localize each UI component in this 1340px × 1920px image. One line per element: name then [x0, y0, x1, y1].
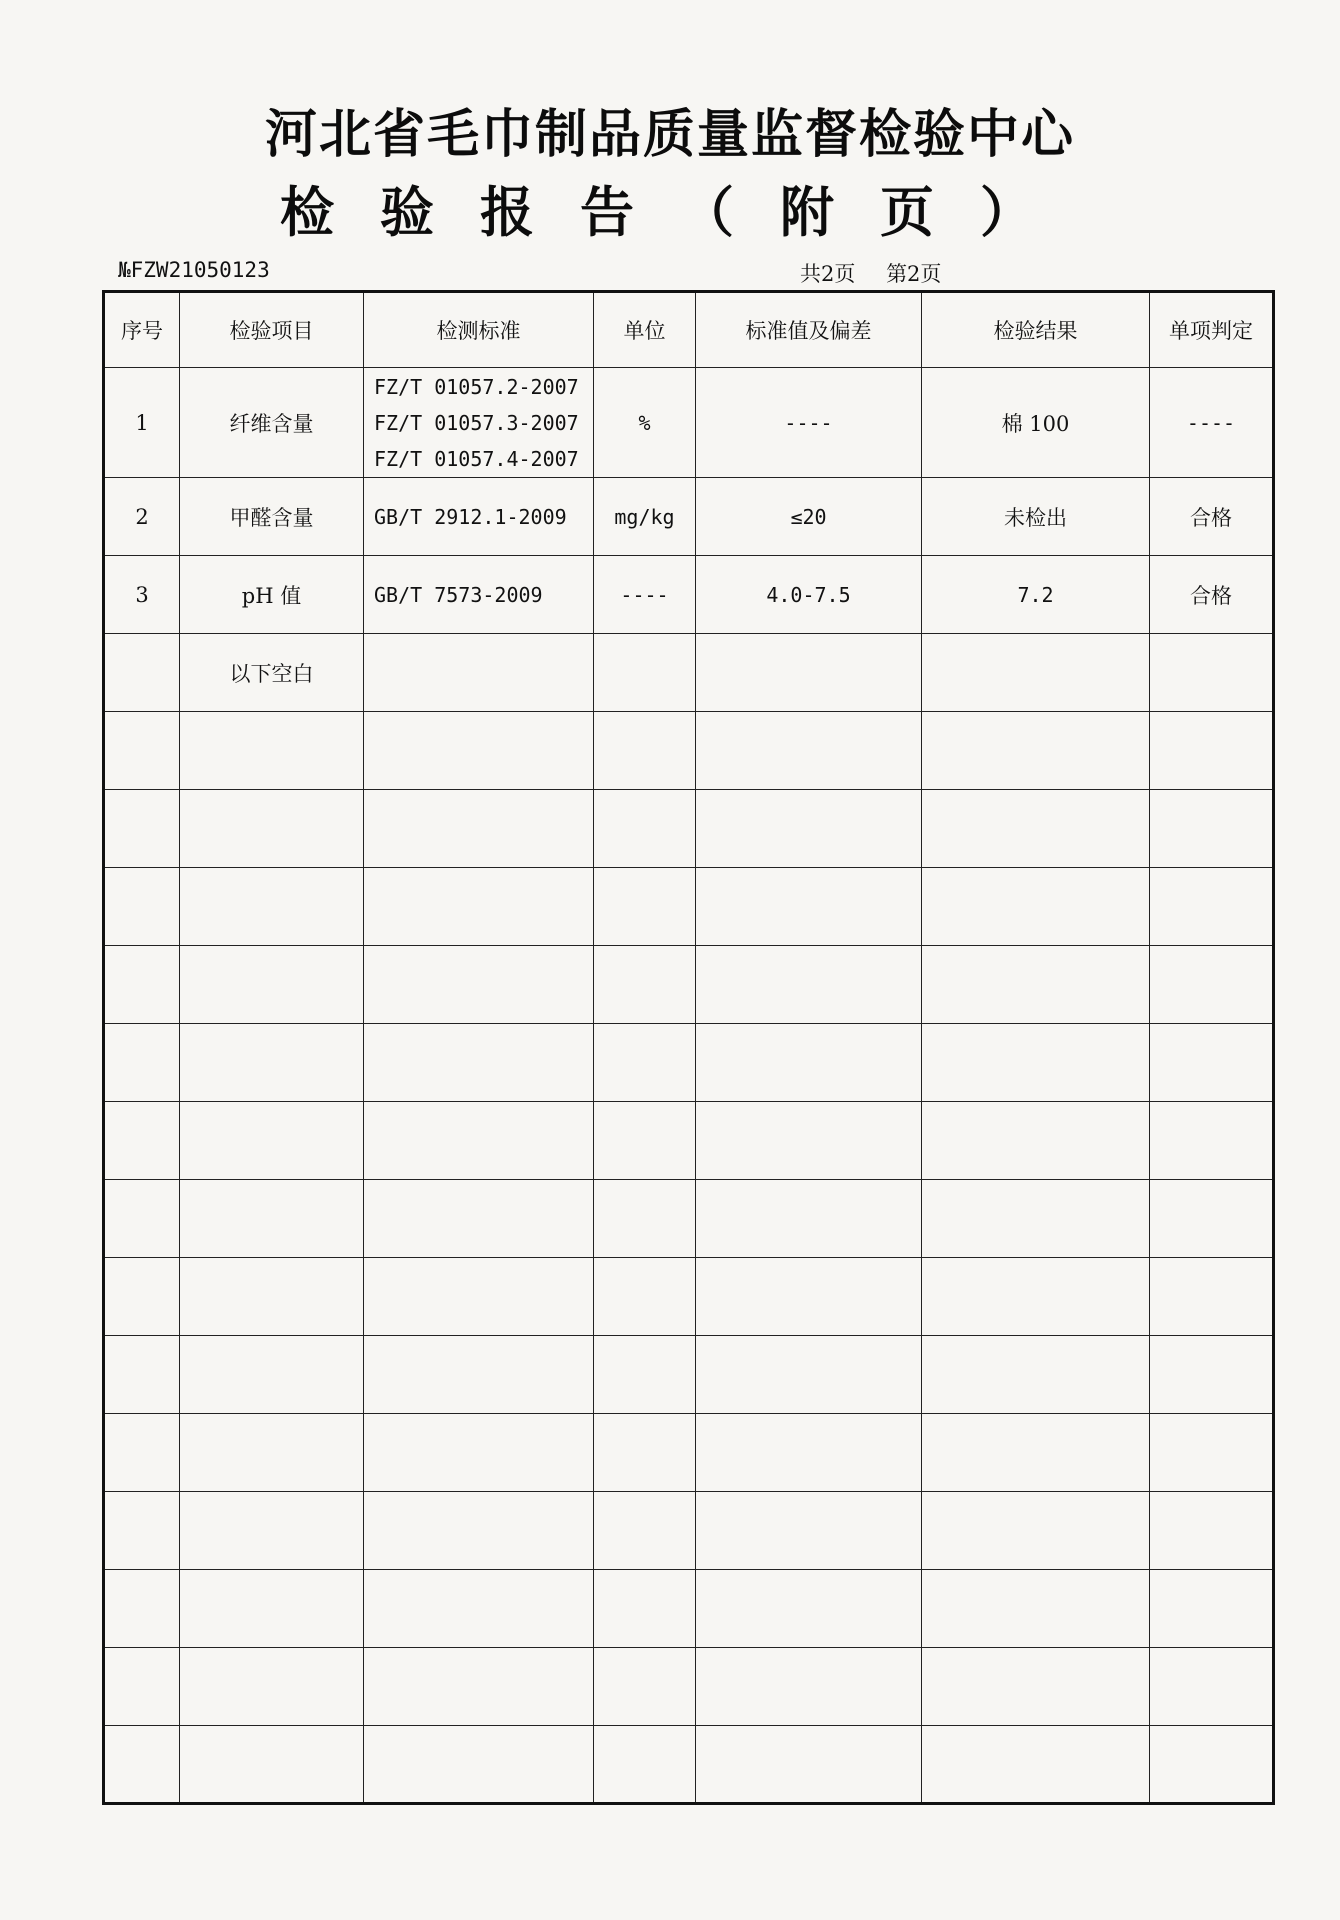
- page-info: [800, 258, 959, 288]
- col-header-spec: 标准值及偏差: [696, 292, 922, 368]
- row-result: 棉 100: [922, 368, 1150, 478]
- standard-line: GB/T 2912.1-2009: [374, 504, 567, 529]
- empty-row: [104, 1024, 1274, 1102]
- col-header-verdict: 单项判定: [1150, 292, 1274, 368]
- col-header-no: 序号: [104, 292, 180, 368]
- row-item: 甲醛含量: [180, 478, 364, 556]
- row-standard: [364, 368, 594, 478]
- row-result: 未检出: [922, 478, 1150, 556]
- row-item: 纤维含量: [180, 368, 364, 478]
- col-header-unit: 单位: [594, 292, 696, 368]
- standard-line: FZ/T 01057.3-2007: [374, 410, 579, 435]
- empty-row: [104, 1336, 1274, 1414]
- empty-row: [104, 1180, 1274, 1258]
- standard-line: GB/T 7573-2009: [374, 582, 543, 607]
- empty-row: [104, 712, 1274, 790]
- row-standard: [364, 556, 594, 634]
- row-standard: [364, 478, 594, 556]
- row-verdict: 合格: [1150, 556, 1274, 634]
- empty-row: [104, 1414, 1274, 1492]
- empty-row: [104, 1726, 1274, 1804]
- row-verdict: ----: [1150, 368, 1274, 478]
- row-item: pH 值: [180, 556, 364, 634]
- row-verdict: 合格: [1150, 478, 1274, 556]
- row-unit: %: [594, 368, 696, 478]
- standard-line: FZ/T 01057.4-2007: [374, 446, 579, 471]
- row-spec: 4.0-7.5: [696, 556, 922, 634]
- col-header-standard: 检测标准: [364, 292, 594, 368]
- blank-note: 以下空白: [180, 634, 364, 712]
- report-number: №FZW21050123: [118, 258, 270, 282]
- table-row: [104, 556, 1274, 634]
- empty-row: [104, 1102, 1274, 1180]
- report-title: 检验报告（附页）: [280, 181, 1080, 244]
- empty-row: [104, 868, 1274, 946]
- row-unit: mg/kg: [594, 478, 696, 556]
- row-result: 7.2: [922, 556, 1150, 634]
- table-row: [104, 634, 1274, 712]
- empty-row: [104, 1492, 1274, 1570]
- org-title: 河北省毛巾制品质量监督检验中心: [264, 105, 1075, 165]
- current-page: 第2页: [886, 262, 942, 286]
- row-unit: ----: [594, 556, 696, 634]
- col-header-result: 检验结果: [922, 292, 1150, 368]
- empty-row: [104, 946, 1274, 1024]
- row-no: 1: [104, 368, 180, 478]
- row-no: 2: [104, 478, 180, 556]
- empty-row: [104, 790, 1274, 868]
- row-no: 3: [104, 556, 180, 634]
- col-header-item: 检验项目: [180, 292, 364, 368]
- empty-row: [104, 1648, 1274, 1726]
- empty-row: [104, 1258, 1274, 1336]
- empty-row: [104, 1570, 1274, 1648]
- table-row: [104, 368, 1274, 478]
- table-header-row: [104, 292, 1274, 368]
- table-row: [104, 478, 1274, 556]
- row-spec: ----: [696, 368, 922, 478]
- total-pages: 共2页: [800, 262, 856, 286]
- row-spec: ≤20: [696, 478, 922, 556]
- inspection-table: [102, 290, 1275, 1805]
- standard-line: FZ/T 01057.2-2007: [374, 374, 579, 399]
